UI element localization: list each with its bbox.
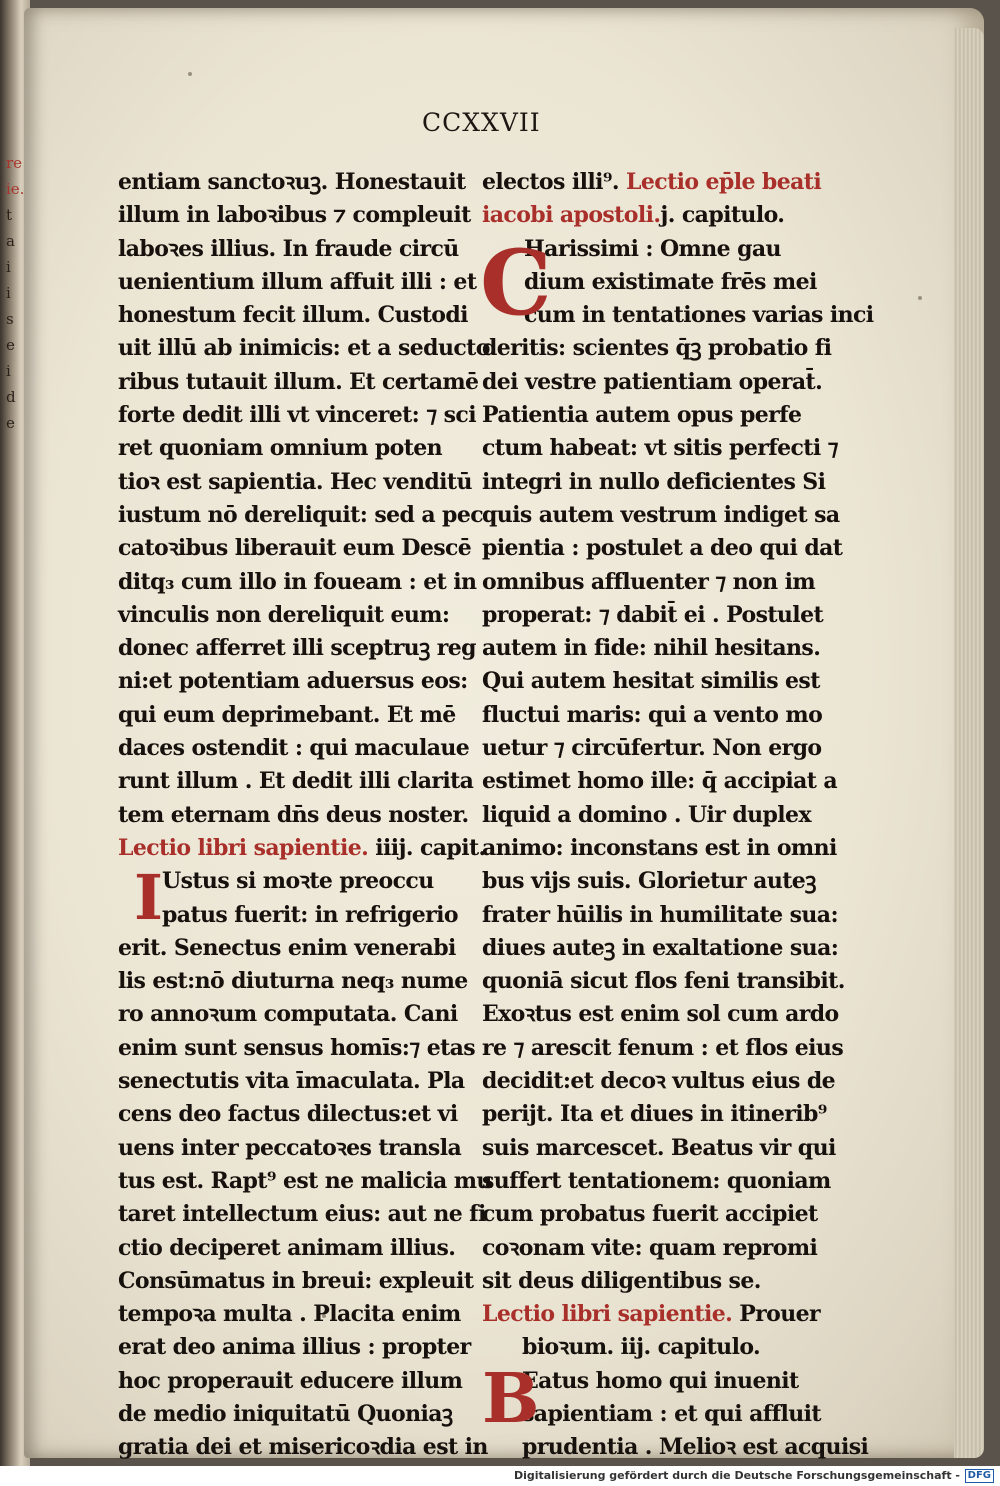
text-line: de medio iniquitatū Quoniaꝫ <box>118 1400 453 1427</box>
text-line: uit illū ab inimicis: et a seducto <box>118 335 490 362</box>
text-line: tem eternam dn̄s deus noster. <box>118 801 469 828</box>
right-column-epistle <box>480 229 874 1299</box>
text-line: omnibus affluenter ⁊ non im <box>482 568 816 595</box>
paper-mark <box>918 296 922 300</box>
text-line: forte dedit illi vt vinceret: ⁊ sci <box>118 402 476 429</box>
dfg-logo: DFG <box>965 1469 994 1483</box>
text-line: cum probatus fuerit accipiet <box>482 1201 818 1228</box>
text-line: entiam sanctoꝛuꝫ. Honestauit <box>118 169 466 195</box>
text-line: ctio deciperet animam illius. <box>118 1234 456 1261</box>
lectio-heading-right-1: iacobi apostoli.j. capitulo. <box>482 202 785 229</box>
left-edge-fragment: e <box>6 336 15 354</box>
left-reading-lines <box>118 861 492 1466</box>
text-line: uetur ⁊ circūfertur. Non ergo <box>482 735 822 762</box>
left-column-reading <box>118 861 492 1466</box>
text-line: taret intellectum eius: aut ne fi <box>118 1201 486 1228</box>
initial-i: I <box>134 861 164 935</box>
left-edge-fragment: re <box>6 154 23 172</box>
text-line: decidit:et decoꝛ vultus eius de <box>482 1068 836 1095</box>
text-line: daces ostendit : qui maculaue <box>118 735 470 762</box>
text-line: tempoꝛa multa . Placita enim <box>118 1301 461 1328</box>
text-line: lis est:nō diuturna neq₃ nume <box>118 968 468 995</box>
text-line: uenientium illum affuit illi : et <box>118 268 477 295</box>
text-line: Ustus si moꝛte preoccu <box>162 868 434 895</box>
lectio-heading-right-2: Lectio libri sapientie. Prouer <box>482 1301 821 1328</box>
left-column-lines <box>118 166 490 832</box>
text-line: estimet homo ille: q̄ accipiat a <box>482 768 838 795</box>
text-line: uens inter peccatoꝛes transla <box>118 1134 462 1161</box>
left-edge-fragment: t <box>6 206 13 224</box>
text-line: ro annoꝛum computata. Cani <box>118 1001 458 1028</box>
left-edge-fragment: s <box>6 310 14 328</box>
page-stack-edge <box>954 28 984 1458</box>
left-edge-fragment: e <box>6 414 15 432</box>
text-line: sapientiam : et qui affluit <box>522 1400 821 1427</box>
text-line: integri in nullo deficientes Si <box>482 468 826 495</box>
text-line: ni:et potentiam aduersus eos: <box>118 668 468 695</box>
text-line: Qui autem hesitat similis est <box>482 668 820 695</box>
initial-c: C <box>480 229 552 336</box>
text-line: cens deo factus dilectus:et vi <box>118 1101 458 1128</box>
text-line: honestum fecit illum. Custodi <box>118 302 468 329</box>
text-line: frater hūilis in humilitate sua: <box>482 901 838 928</box>
text-line: quoniā sicut flos feni transibit. <box>482 968 845 995</box>
left-edge-fragment: i <box>6 258 11 276</box>
text-line: patus fuerit: in refrigerio <box>162 901 459 928</box>
text-line: hoc properauit educere illum <box>118 1367 463 1394</box>
text-line: pientia : postulet a deo qui dat <box>482 535 843 562</box>
lectio-heading-left: Lectio libri sapientie. iiij. capit. <box>118 834 486 861</box>
text-line: bus vijs suis. Glorietur auteꝫ <box>482 868 816 895</box>
text-line: ribus tutauit illum. Et certamē <box>118 368 479 395</box>
right-column-proverbs <box>482 1331 869 1466</box>
text-line: Exoꝛtus est enim sol cum ardo <box>482 1001 839 1028</box>
text-line: illum in laboꝛibus ⁊ compleuit <box>118 202 471 229</box>
text-line: Eatus homo qui inuenit <box>522 1367 799 1394</box>
left-edge-fragment: i <box>6 362 11 380</box>
text-line: ctum habeat: vt sitis perfecti ⁊ <box>482 435 838 462</box>
text-line: autem in fide: nihil hesitans. <box>482 635 821 662</box>
text-line: tioꝛ est sapientia. Hec venditū <box>118 468 472 495</box>
text-line: gratia dei et misericoꝛdia est in <box>118 1434 488 1461</box>
text-line: Harissimi : Omne gau <box>524 235 781 262</box>
text-line: bioꝛum. iij. capitulo. <box>522 1334 761 1361</box>
text-line: suis marcescet. Beatus vir qui <box>482 1134 836 1161</box>
book-page <box>24 8 984 1461</box>
text-line: erat deo anima illius : propter <box>118 1334 471 1361</box>
folio-number: CCXXVII <box>422 108 541 137</box>
text-line: runt illum . Et dedit illi clarita <box>118 768 474 795</box>
text-line: suffert tentationem: quoniam <box>482 1167 831 1194</box>
text-line: quis autem vestrum indiget sa <box>482 501 840 528</box>
text-line: sit deus diligentibus se. <box>482 1267 761 1294</box>
text-line: enim sunt sensus homīs:⁊ etas <box>118 1034 476 1061</box>
text-line: senectutis vita īmaculata. Pla <box>118 1068 465 1095</box>
text-line: liquid a domino . Uir duplex <box>482 801 811 828</box>
text-line: perijt. Ita et diues in itinerib⁹ <box>482 1101 827 1128</box>
text-line: laboꝛes illius. In fraude circū <box>118 235 459 262</box>
footer-bar <box>0 1466 1000 1486</box>
right-first-line: electos illi⁹. Lectio ep̄le beati <box>482 169 822 195</box>
text-line: diues auteꝫ in exaltatione sua: <box>482 934 839 961</box>
text-line: donec afferret illi sceptruꝫ reg <box>118 635 476 662</box>
text-line: vinculis non dereliquit eum: <box>118 601 450 628</box>
right-epistle-lines <box>480 229 874 1299</box>
text-line: ditq₃ cum illo in foueam : et in <box>118 568 477 595</box>
text-line: cum in tentationes varias inci <box>524 302 874 329</box>
text-line: ret quoniam omnium poten <box>118 435 443 462</box>
text-line: Patientia autem opus perfe <box>482 402 802 429</box>
paper-mark <box>188 72 192 76</box>
text-line: catoꝛibus liberauit eum Descē <box>118 535 472 562</box>
text-line: erit. Senectus enim venerabi <box>118 934 456 961</box>
text-line: iustum nō dereliquit: sed a pec <box>118 501 484 528</box>
left-edge-fragment: i <box>6 284 11 302</box>
text-line: animo: inconstans est in omni <box>482 834 837 861</box>
initial-b: B <box>482 1359 540 1440</box>
text-line: re ⁊ arescit fenum : et flos eius <box>482 1034 844 1061</box>
text-line: dium existimate frēs mei <box>524 268 817 295</box>
right-column <box>480 166 874 1466</box>
text-line: fluctui maris: qui a vento mo <box>482 701 823 728</box>
text-line: qui eum deprimebant. Et mē <box>118 701 456 728</box>
text-line: prudentia . Melioꝛ est acquisi <box>522 1434 869 1461</box>
text-line: Consūmatus in breui: expleuit <box>118 1267 474 1294</box>
text-line: dei vestre patientiam operat̄. <box>482 368 823 395</box>
left-edge-fragment: ie. <box>6 180 25 198</box>
text-line: properat: ⁊ dabit̄ ei . Postulet <box>482 601 824 628</box>
text-line: tus est. Rapt⁹ est ne malicia mu <box>118 1167 492 1194</box>
left-edge-fragment: a <box>6 232 15 250</box>
footer-credit: Digitalisierung gefördert durch die Deutsche Forschungsgemeinschaft - <box>513 1469 960 1482</box>
text-line: deritis: scientes q̄ꝫ probatio fi <box>482 335 832 362</box>
left-edge-fragment: d <box>6 388 16 406</box>
text-line: coꝛonam vite: quam repromi <box>482 1234 818 1261</box>
left-column <box>118 166 492 1466</box>
